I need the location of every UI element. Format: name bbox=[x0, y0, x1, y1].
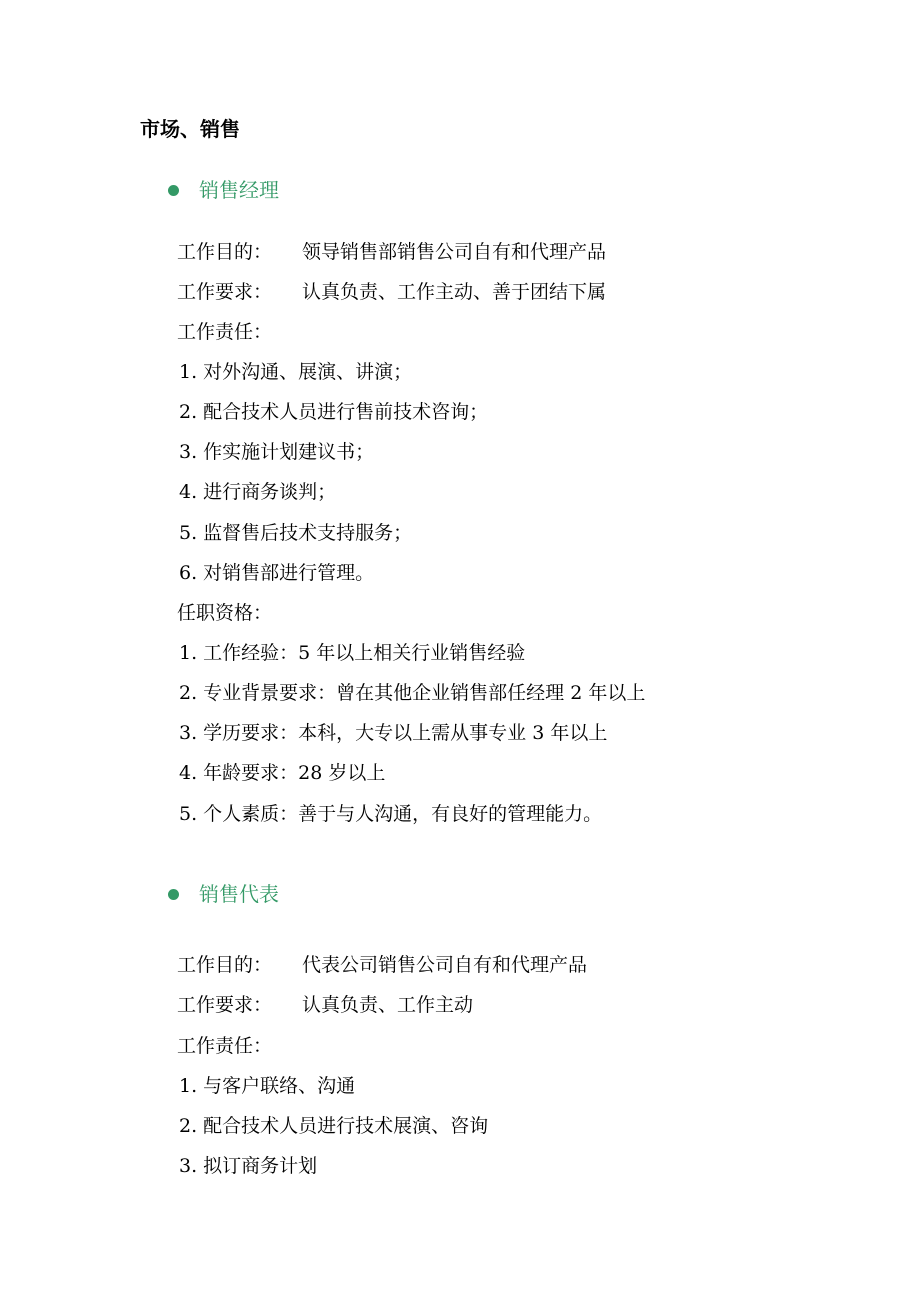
requirement-label: 工作要求： bbox=[177, 994, 273, 1016]
requirement-value: 认真负责、工作主动 bbox=[302, 994, 474, 1016]
purpose-value: 代表公司销售公司自有和代理产品 bbox=[302, 954, 588, 976]
list-item: 3. 学历要求：本科，大专以上需从事专业 3 年以上 bbox=[179, 722, 608, 744]
purpose-label: 工作目的： bbox=[177, 954, 273, 976]
duties-label: 工作责任： bbox=[177, 321, 273, 343]
purpose-value: 领导销售部销售公司自有和代理产品 bbox=[302, 241, 607, 263]
requirement-line bbox=[177, 277, 606, 307]
qualifications-label: 任职资格： bbox=[177, 602, 273, 624]
list-item: 2. 专业背景要求：曾在其他企业销售部任经理 2 年以上 bbox=[179, 682, 646, 704]
bullet-icon bbox=[168, 889, 179, 900]
bullet-icon bbox=[168, 185, 179, 196]
list-item: 3. 拟订商务计划 bbox=[179, 1155, 318, 1177]
list-item: 2. 配合技术人员进行售前技术咨询； bbox=[179, 401, 489, 423]
section-heading-text: 销售经理 bbox=[199, 178, 279, 202]
list-item: 2. 配合技术人员进行技术展演、咨询 bbox=[179, 1115, 489, 1137]
purpose-label: 工作目的： bbox=[177, 241, 273, 263]
list-item: 1. 与客户联络、沟通 bbox=[179, 1075, 356, 1097]
list-item: 5. 监督售后技术支持服务； bbox=[179, 522, 413, 544]
section-heading-text: 销售代表 bbox=[199, 882, 279, 906]
page-title: 市场、销售 bbox=[140, 117, 240, 141]
requirement-value: 认真负责、工作主动、善于团结下属 bbox=[302, 281, 607, 303]
purpose-line bbox=[177, 950, 587, 980]
list-item: 4. 年龄要求：28 岁以上 bbox=[179, 762, 386, 784]
list-item: 6. 对销售部进行管理。 bbox=[179, 562, 375, 584]
list-item: 5. 个人素质：善于与人沟通，有良好的管理能力。 bbox=[179, 803, 603, 825]
list-item: 1. 工作经验：5 年以上相关行业销售经验 bbox=[179, 642, 526, 664]
requirement-label: 工作要求： bbox=[177, 281, 273, 303]
purpose-line bbox=[177, 237, 606, 267]
section-heading-sales-representative bbox=[168, 879, 279, 909]
list-item: 3. 作实施计划建议书； bbox=[179, 441, 375, 463]
list-item: 4. 进行商务谈判； bbox=[179, 481, 337, 503]
list-item: 1. 对外沟通、展演、讲演； bbox=[179, 361, 413, 383]
duties-label: 工作责任： bbox=[177, 1035, 273, 1057]
requirement-line bbox=[177, 990, 473, 1020]
section-heading-sales-manager bbox=[168, 175, 279, 205]
